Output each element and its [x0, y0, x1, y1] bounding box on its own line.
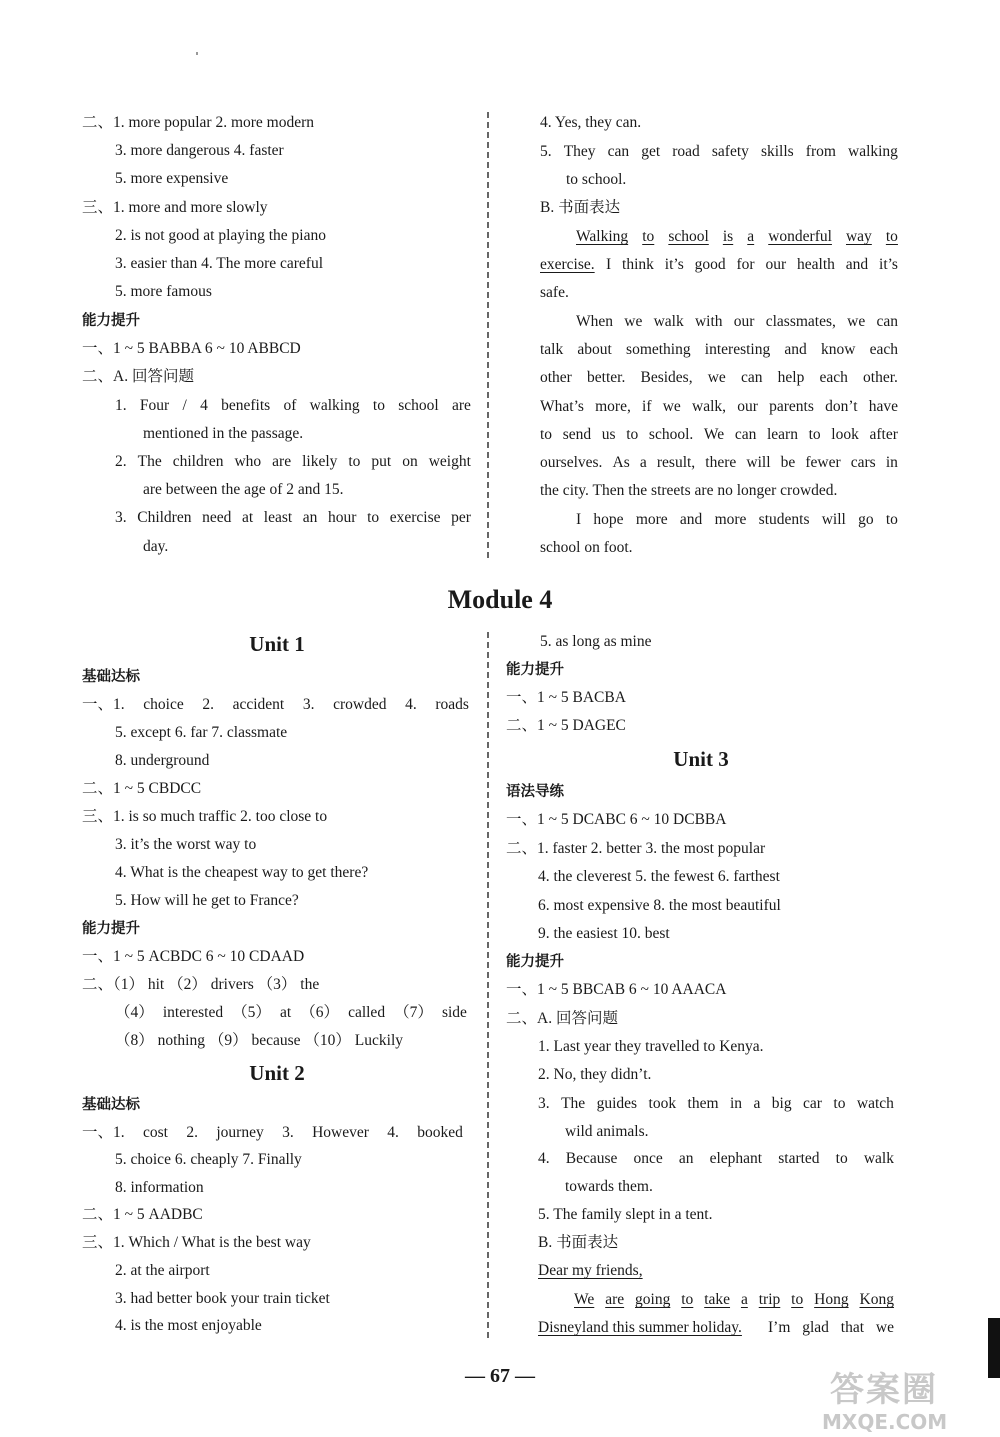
- answer-line: 3. more dangerous 4. faster: [115, 142, 284, 159]
- answer-line: 6. most expensive 8. the most beautiful: [538, 897, 781, 914]
- answer-line: 4. What is the cheapest way to get there?: [115, 864, 369, 881]
- answer-line: 4. Because once an elephant started to walk: [538, 1150, 894, 1167]
- answer-line: （8） nothing （9） because （10） Luckily: [115, 1032, 403, 1049]
- essay-line: I hope more and more students will go to: [576, 511, 898, 528]
- essay-line-underlined: Disneyland this summer holiday.: [538, 1319, 742, 1336]
- answer-line: 9. the easiest 10. best: [538, 925, 670, 942]
- answer-line: （4） interested （5） at （6） called （7） side: [115, 1004, 467, 1021]
- answer-line: 8. information: [115, 1179, 204, 1196]
- answer-line: 5. as long as mine: [540, 633, 652, 650]
- answer-line: 二、1 ~ 5 CBDCC: [82, 780, 202, 797]
- answer-line: to school.: [566, 171, 627, 188]
- answer-line: 8. underground: [115, 752, 210, 769]
- answer-line: 3. had better book your train ticket: [115, 1290, 330, 1307]
- answer-line: 二、A. 回答问题: [506, 1010, 618, 1027]
- answer-line: 二、A. 回答问题: [82, 368, 194, 385]
- answer-line: 5. They can get road safety skills from walking: [540, 143, 898, 160]
- answer-line: are between the age of 2 and 15.: [143, 481, 344, 498]
- answer-line: 1. Four / 4 benefits of walking to school are: [115, 397, 471, 414]
- essay-line: school on foot.: [540, 539, 633, 556]
- essay-line: other better. Besides, we can help each other.: [540, 369, 898, 386]
- essay-line: ourselves. As a result, there will be fewer cars in: [540, 454, 898, 471]
- essay-line-underlined: exercise.: [540, 256, 595, 273]
- section-heading: 能力提升: [82, 921, 140, 937]
- answer-line: 2. The children who are likely to put on weight: [115, 453, 471, 470]
- unit-1-title: Unit 1: [249, 632, 305, 656]
- answer-line: 一、1 ~ 5 BABBA 6 ~ 10 ABBCD: [82, 340, 301, 357]
- page-number: — 67 —: [465, 1365, 535, 1387]
- answer-line: 4. Yes, they can.: [540, 114, 642, 131]
- essay-line-underlined: Walking to school is a wonderful way to: [576, 228, 898, 245]
- essay-line-underlined: We are going to take a trip to Hong Kong: [574, 1291, 894, 1308]
- answer-line: 二、（1） hit （2） drivers （3） the: [82, 976, 320, 993]
- section-heading: 基础达标: [82, 1097, 140, 1113]
- answer-line: 5. more expensive: [115, 170, 229, 187]
- answer-line: 4. the cleverest 5. the fewest 6. farthest: [538, 868, 780, 885]
- answer-line: B. 书面表达: [538, 1234, 619, 1251]
- unit-3-title: Unit 3: [673, 747, 729, 771]
- answer-line: 3. easier than 4. The more careful: [115, 255, 324, 272]
- essay-line: What’s more, if we walk, our parents don’t have: [540, 398, 898, 415]
- essay-line: the city. Then the streets are no longer crowded.: [540, 482, 838, 499]
- answer-line: 2. No, they didn’t.: [538, 1066, 652, 1083]
- answer-line: day.: [143, 538, 169, 555]
- answer-line: 5. How will he get to France?: [115, 892, 299, 909]
- section-heading: 基础达标: [82, 669, 140, 685]
- watermark-url: MXQE.COM: [822, 1410, 948, 1434]
- unit-2-title: Unit 2: [249, 1061, 305, 1085]
- answer-line: 5. except 6. far 7. classmate: [115, 724, 288, 741]
- answer-line: 5. more famous: [115, 283, 212, 300]
- answer-line: 一、1 ~ 5 ACBDC 6 ~ 10 CDAAD: [82, 948, 305, 965]
- answer-line: 5. The family slept in a tent.: [538, 1206, 713, 1223]
- essay-line: to send us to school. We can learn to look after: [540, 426, 898, 443]
- answer-line: 三、1. is so much traffic 2. too close to: [82, 808, 328, 825]
- answer-line: 3. Children need at least an hour to exercise per: [115, 509, 471, 526]
- answer-line: 2. at the airport: [115, 1262, 210, 1279]
- essay-line: When we walk with our classmates, we can: [576, 313, 898, 330]
- essay-line-underlined: Dear my friends,: [538, 1262, 643, 1279]
- essay-line: I think it’s good for our health and it’s: [606, 256, 898, 273]
- watermark-logo: 答案圈: [830, 1370, 938, 1410]
- module-title: Module 4: [447, 585, 553, 614]
- answer-line: 二、1 ~ 5 AADBC: [82, 1206, 203, 1223]
- section-heading: 能力提升: [82, 313, 140, 329]
- section-heading: 能力提升: [506, 662, 564, 678]
- answer-line: 一、1 ~ 5 DCABC 6 ~ 10 DCBBA: [506, 811, 727, 828]
- answer-line: 1. Last year they travelled to Kenya.: [538, 1038, 764, 1055]
- answer-line: 二、1. more popular 2. more modern: [82, 114, 315, 131]
- essay-line: safe.: [540, 284, 569, 301]
- answer-line: 一、1. choice 2. accident 3. crowded 4. roads: [82, 696, 469, 713]
- answer-line: 三、1. more and more slowly: [82, 199, 268, 216]
- answer-line: 2. is not good at playing the piano: [115, 227, 326, 244]
- answer-line: wild animals.: [565, 1123, 649, 1140]
- answer-line: 3. it’s the worst way to: [115, 836, 257, 853]
- page-edge-tab: [988, 1318, 1000, 1378]
- answer-line: 3. The guides took them in a big car to watch: [538, 1095, 894, 1112]
- essay-line: talk about something interesting and know each: [540, 341, 898, 358]
- answer-line: 一、1 ~ 5 BBCAB 6 ~ 10 AAACA: [506, 981, 727, 998]
- answer-line: 二、1 ~ 5 DAGEC: [506, 717, 626, 734]
- essay-line: I’m glad that we: [768, 1319, 894, 1336]
- answer-line: 4. is the most enjoyable: [115, 1317, 262, 1334]
- answer-line: 一、1. cost 2. journey 3. However 4. booked: [82, 1124, 463, 1141]
- answer-line: 三、1. Which / What is the best way: [82, 1234, 311, 1251]
- answer-line: 一、1 ~ 5 BACBA: [506, 689, 626, 706]
- answer-line: 二、1. faster 2. better 3. the most popular: [506, 840, 766, 857]
- answer-line: 5. choice 6. cheaply 7. Finally: [115, 1151, 302, 1168]
- section-heading: 语法导练: [506, 784, 564, 800]
- section-heading: 能力提升: [506, 954, 564, 970]
- answer-line: towards them.: [565, 1178, 653, 1195]
- answer-line: mentioned in the passage.: [143, 425, 304, 442]
- answer-line: B. 书面表达: [540, 199, 621, 216]
